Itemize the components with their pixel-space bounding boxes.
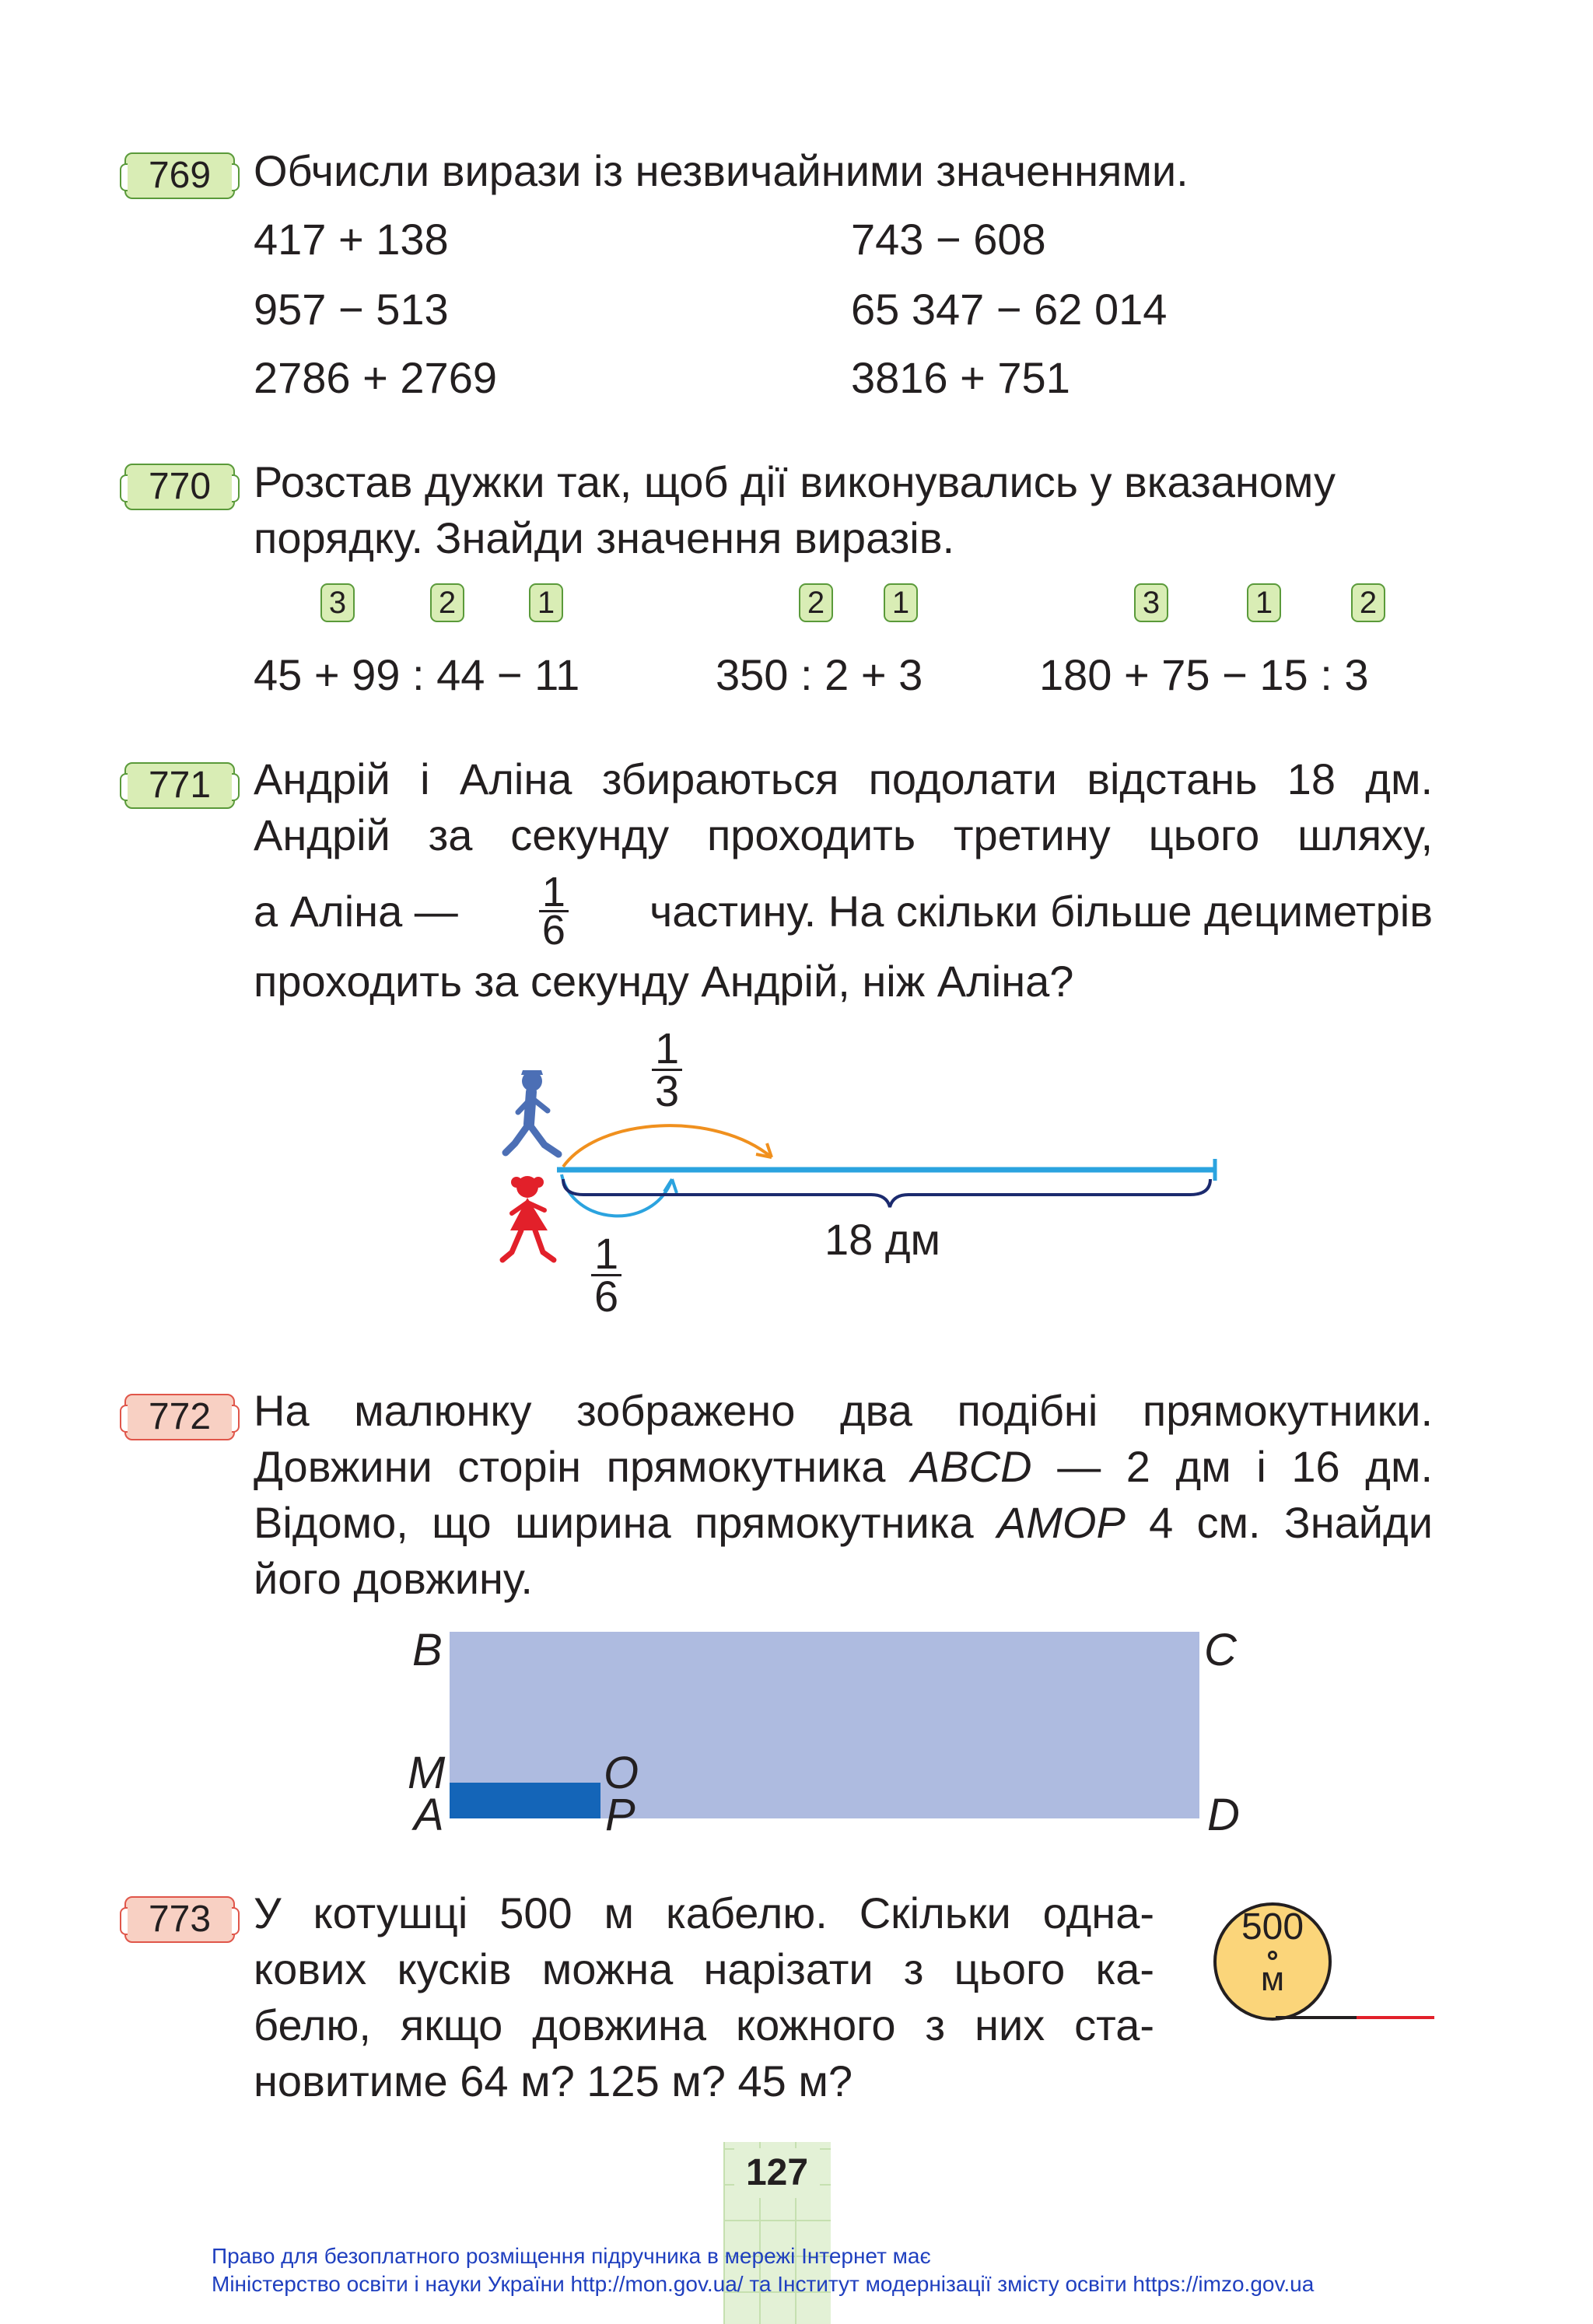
task-772-text: 4 см. Знайди: [1149, 1498, 1434, 1547]
page-number: 127: [734, 2148, 820, 2198]
task-769-instruction: Обчисли вирази із незвичайними значеннями.: [254, 146, 1189, 195]
task-772-line: На малюнку зображено два подібні прямокутники.: [254, 1386, 1433, 1435]
fraction-numerator: 1: [591, 1234, 621, 1276]
task-771-fraction-line: [254, 869, 1433, 954]
spool-center-dot: [1268, 1951, 1277, 1960]
cable-line: [1276, 2016, 1357, 2019]
task-772-line: його довжину.: [254, 1554, 533, 1603]
distance-label: 18 дм: [825, 1215, 941, 1264]
operation-order-marker: 3: [1134, 583, 1168, 622]
vertex-label-p: P: [605, 1790, 635, 1840]
task-771-number: 771: [124, 762, 235, 809]
task-769-number: 769: [124, 152, 235, 199]
task-769-expression: 957 − 513: [254, 285, 449, 334]
footer-source-line: Міністерство освіти і науки України http://mon.gov.ua/ та Інститут модернізації змісту освіти https://imzo.gov.ua: [212, 2272, 1315, 2296]
task-772-line: [254, 1495, 1433, 1551]
fraction-one-sixth-label: [591, 1229, 621, 1321]
task-769-expression: 2786 + 2769: [254, 353, 497, 402]
vertex-label-d: D: [1207, 1790, 1240, 1840]
task-769-expression: 65 347 − 62 014: [851, 285, 1168, 334]
operation-order-marker: 1: [1247, 583, 1281, 622]
task-773-line: новитиме 64 м? 125 м? 45 м?: [254, 2056, 853, 2105]
distance-diagram: [467, 1027, 1245, 1338]
footer-rights-line: Право для безоплатного розміщення підручника в мережі Інтернет має: [212, 2244, 931, 2268]
fraction-denominator: 6: [541, 907, 565, 954]
task-771-line: Андрій за секунду проходить третину цього шляху,: [254, 810, 1433, 859]
task-772-text: Відомо, що ширина прямокутника: [254, 1498, 974, 1547]
girl-walking-icon: [502, 1176, 554, 1260]
task-770-expression: 180 + 75 − 15 : 3: [1039, 650, 1369, 699]
operation-order-marker: 3: [320, 583, 355, 622]
task-772-line: [254, 1439, 1433, 1495]
vertex-label-o: O: [604, 1748, 639, 1798]
vertex-label-a: A: [414, 1790, 444, 1840]
task-769-expression: 417 + 138: [254, 215, 449, 264]
task-773-line: кових кусків можна нарізати з цього ка-: [254, 1944, 1154, 1993]
task-770-expression: 45 + 99 : 44 − 11: [254, 650, 580, 699]
task-770-expression: 350 : 2 + 3: [716, 650, 923, 699]
task-770-number: 770: [124, 464, 235, 510]
vertex-label-b: B: [412, 1625, 443, 1675]
fraction-one-third: [652, 1024, 682, 1115]
operation-order-marker: 1: [529, 583, 563, 622]
spool-value: 500: [1241, 1906, 1304, 1948]
boy-walking-icon: [506, 1070, 558, 1154]
fraction-one-sixth: [539, 869, 569, 954]
task-773-line: У котушці 500 м кабелю. Скільки одна-: [254, 1888, 1154, 1937]
task-772-text: — 2 дм і 16 дм.: [1057, 1442, 1434, 1491]
task-770-line: Розстав дужки так, щоб дії виконувались у вказаному: [254, 457, 1336, 506]
task-771-text: частину. На скільки більше дециметрів: [649, 886, 1433, 936]
vertex-label-m: M: [408, 1748, 446, 1798]
rectangle-name: AMOP: [996, 1498, 1126, 1547]
andriy-step-arc: [563, 1125, 772, 1167]
fraction-numerator: 1: [539, 874, 569, 912]
fraction-denominator: 6: [594, 1272, 619, 1321]
fraction-denominator: 3: [655, 1066, 680, 1115]
task-770-line: порядку. Знайди значення виразів.: [254, 513, 955, 562]
rectangle-name: ABCD: [910, 1442, 1032, 1491]
operation-order-marker: 2: [430, 583, 464, 622]
task-772-number: 772: [124, 1394, 235, 1440]
operation-order-marker: 2: [799, 583, 833, 622]
task-773-number: 773: [124, 1896, 235, 1943]
spool-unit: м: [1260, 1960, 1285, 1998]
fraction-numerator: 1: [652, 1028, 682, 1071]
task-769-expression: 3816 + 751: [851, 353, 1070, 402]
vertex-label-c: C: [1204, 1625, 1237, 1675]
task-772-text: Довжини сторін прямокутника: [254, 1442, 886, 1491]
task-771-line: Андрій і Аліна збираються подолати відстань 18 дм.: [254, 754, 1433, 803]
operation-order-marker: 1: [884, 583, 918, 622]
task-773-line: белю, якщо довжина кожного з них ста-: [254, 2000, 1154, 2049]
distance-brace: [563, 1179, 1210, 1207]
operation-order-marker: 2: [1351, 583, 1385, 622]
cable-cut-piece: [1357, 2016, 1434, 2019]
task-771-line: проходить за секунду Андрій, ніж Аліна?: [254, 957, 1074, 1006]
rectangle-amop: [450, 1783, 600, 1818]
task-771-text: а Аліна —: [254, 886, 458, 936]
task-769-expression: 743 − 608: [851, 215, 1046, 264]
